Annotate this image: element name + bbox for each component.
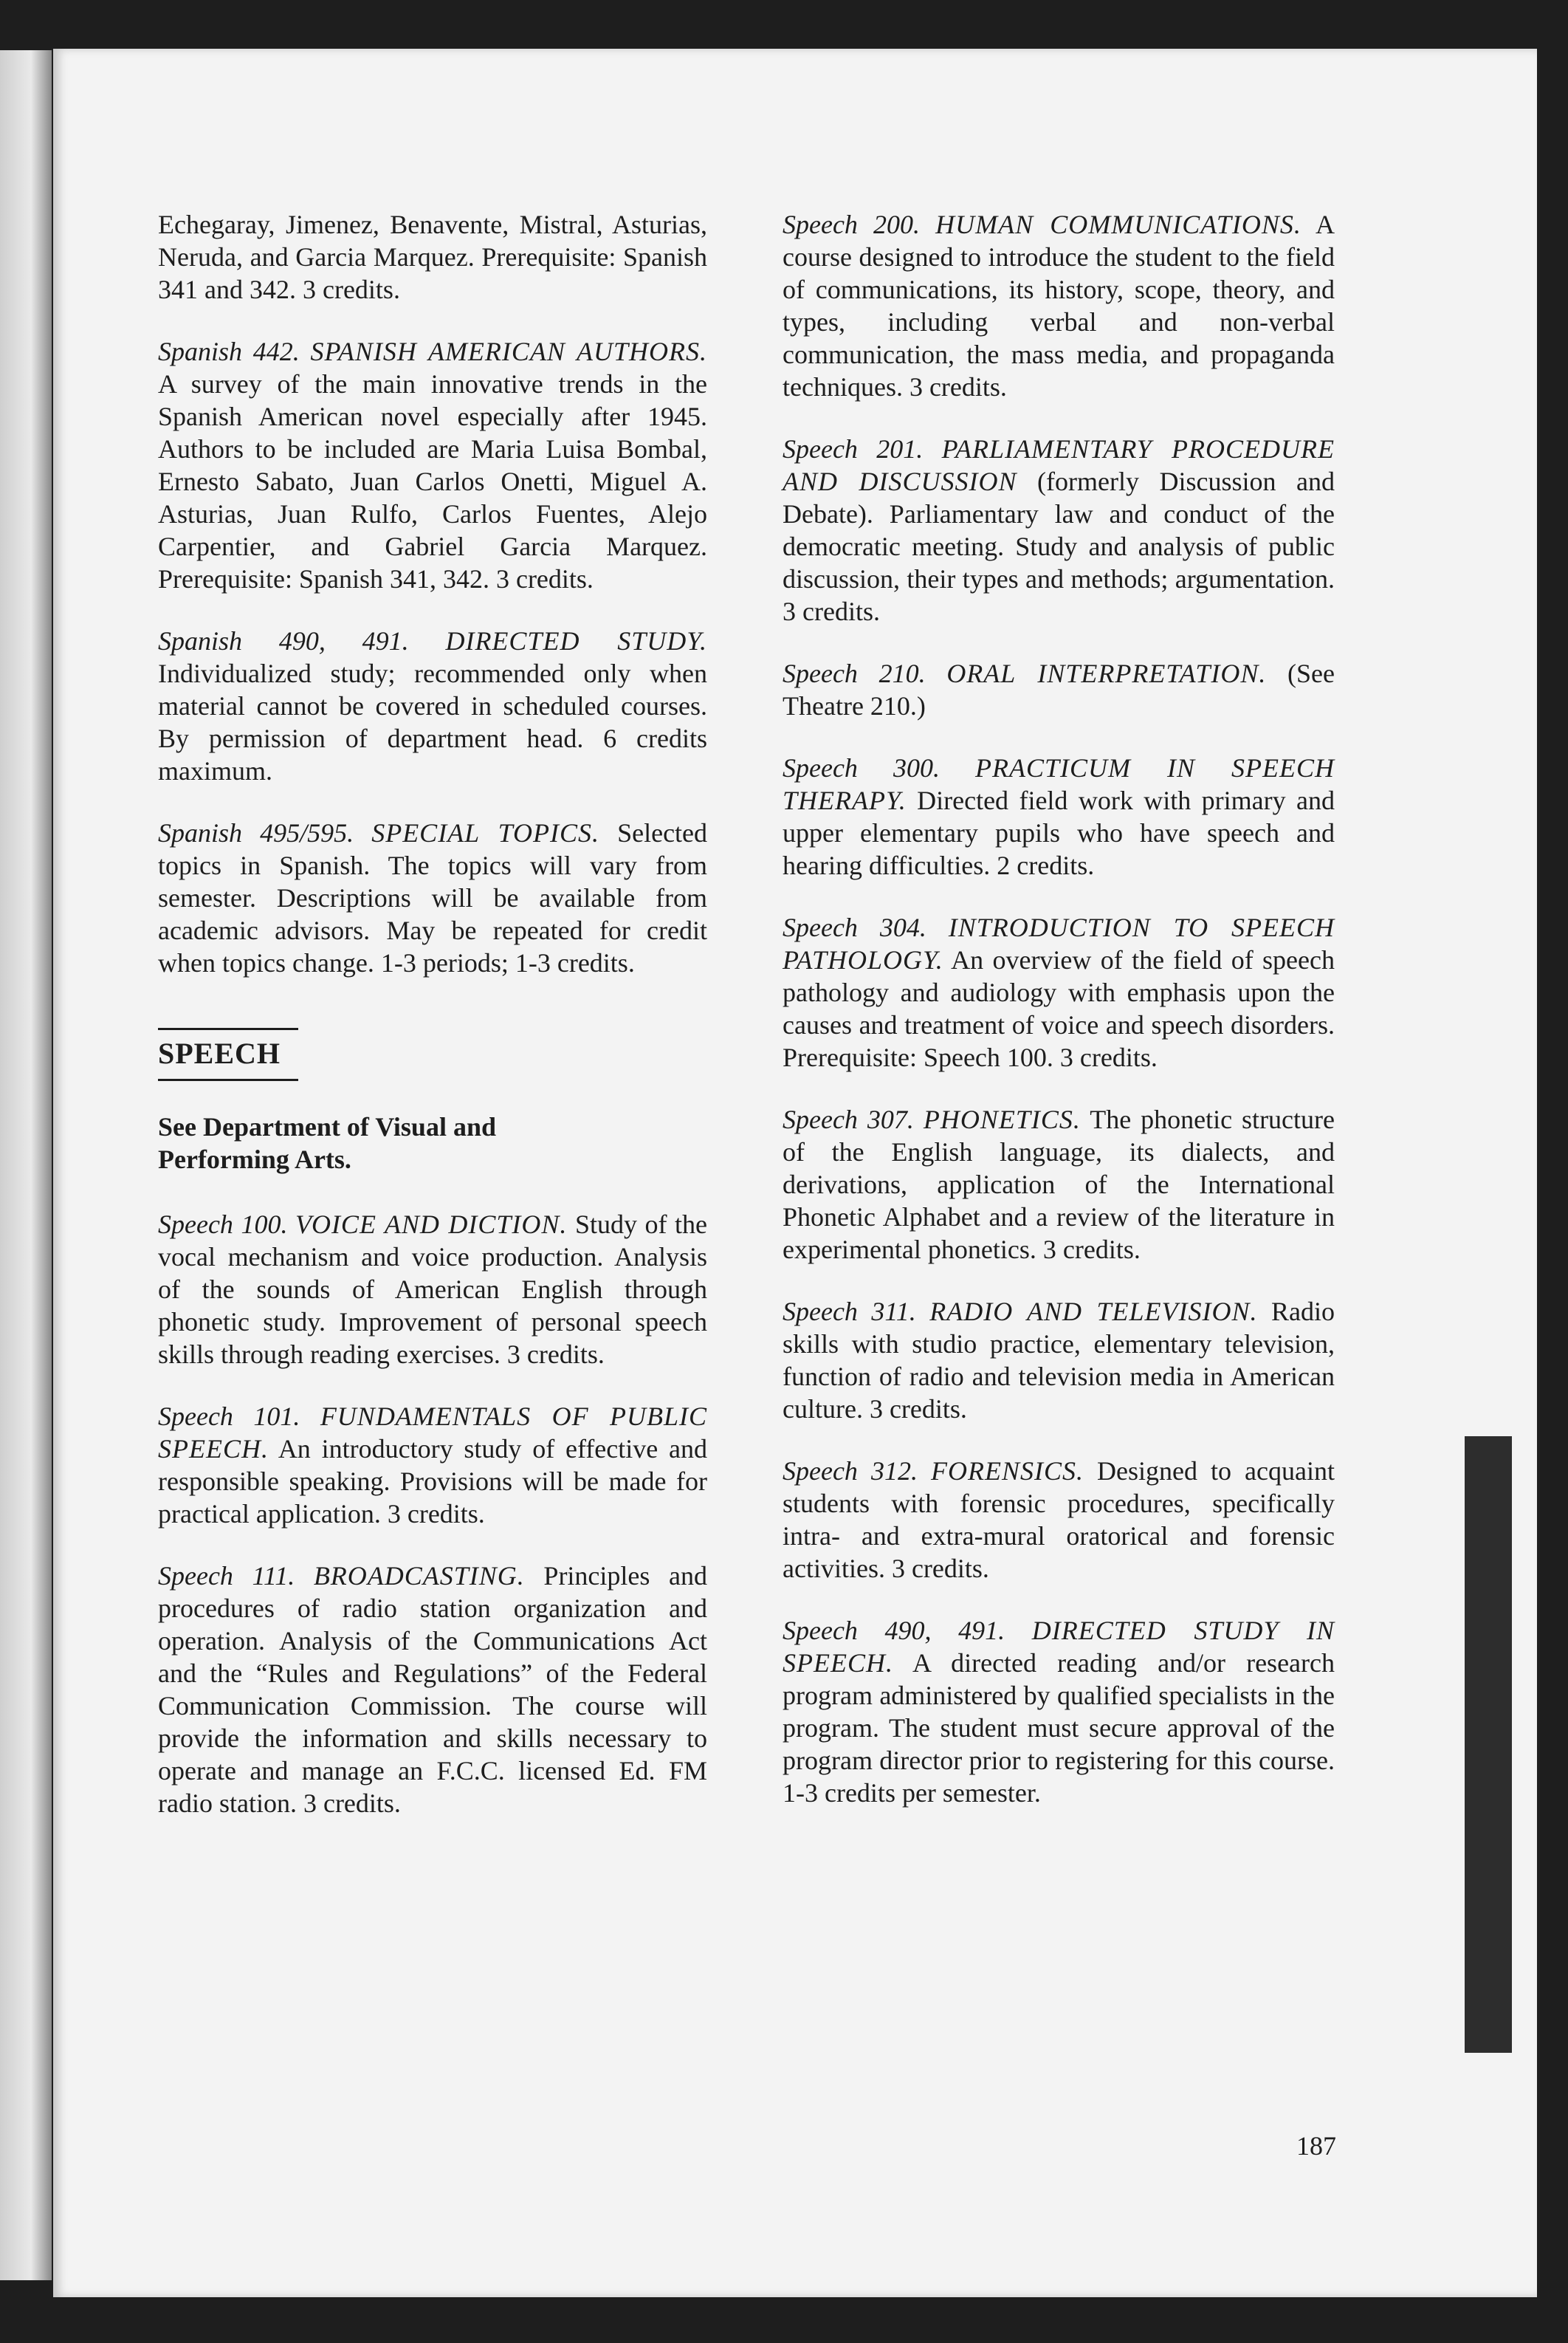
book-gutter [0, 50, 52, 2280]
course-title: BROADCASTING. [313, 1561, 525, 1591]
course-code: Speech 490, 491. [783, 1616, 1005, 1645]
section-heading: SPEECH [158, 1037, 281, 1070]
course-title: PHONETICS. [923, 1105, 1081, 1134]
course-entry [158, 1400, 707, 1530]
course-description: Principles and procedures of radio station organization and operation. Analysis of the Communications Act and the “Rules and Regulations” of the Federal Communication Commission. The course will provide the information and skills necessary to operate and manage an F.C.C. licensed Ed. FM radio station. 3 credits. [158, 1561, 707, 1818]
course-description: (See Theatre 210.) [783, 659, 1335, 721]
course-description: Study of the vocal mechanism and voice production. Analysis of the sounds of American English through phonetic study. Improvement of personal speech skills through reading exercises. 3 credits. [158, 1210, 708, 1369]
course-description: An overview of the field of speech pathology and audiology with emphasis upon the causes and treatment of voice and speech disorders. Prerequisite: Speech 100. 3 credits. [783, 945, 1335, 1072]
course-description: A course designed to introduce the student to the field of communications, its history, scope, theory, and types, including verbal and non-verbal communication, the mass media, and propaganda techniques. 3 credits. [783, 210, 1335, 402]
course-entry [783, 1455, 1335, 1585]
cross-reference-note: See Department of Visual and Performing Arts. [158, 1112, 496, 1174]
course-code: Speech 111. [158, 1561, 295, 1591]
course-code: Speech 201. [783, 434, 924, 464]
course-entry [783, 1295, 1335, 1425]
course-description: Individualized study; recommended only when material cannot be covered in scheduled courses. By permission of department head. 6 credits maximum. [158, 659, 707, 786]
course-entry [783, 208, 1335, 403]
course-entry [158, 1560, 707, 1819]
course-entry [783, 1103, 1335, 1266]
course-title: VOICE AND DICTION. [295, 1210, 568, 1239]
course-title: PARLIAMENTARY PROCEDURE AND DISCUSSION [783, 434, 1335, 496]
course-entry [783, 752, 1335, 882]
course-entry [158, 625, 707, 787]
course-code: Spanish 495/595. [158, 818, 354, 848]
course-code: Speech 210. [783, 659, 926, 688]
course-title: PRACTICUM IN SPEECH THERAPY. [783, 753, 1335, 815]
course-title: FUNDAMENTALS OF PUBLIC SPEECH. [158, 1402, 708, 1464]
course-description: (formerly Discussion and Debate). Parliamentary law and conduct of the democratic meeting. Study and analysis of public discussion, their types and methods; argumentation. 3 credits. [783, 467, 1335, 626]
course-description: A directed reading and/or research program administered by qualified specialists in the program. The student must secure approval of the program director prior to registering for this course. 1-3 credits per semester. [783, 1648, 1335, 1808]
course-entry [783, 657, 1335, 722]
course-entry [158, 208, 707, 306]
left-column [158, 208, 707, 1849]
course-title: FORENSICS. [931, 1456, 1084, 1486]
right-column [783, 208, 1335, 1839]
course-description: The phonetic structure of the English language, its dialects, and derivations, application of the International Phonetic Alphabet and a review of the literature in experimental phonetics. 3 credits. [783, 1105, 1335, 1264]
section-rule-top [158, 1028, 298, 1030]
course-code: Speech 312. [783, 1456, 918, 1486]
course-title: RADIO AND TELEVISION. [929, 1297, 1258, 1326]
course-code: Speech 200. [783, 210, 921, 239]
course-description: A survey of the main innovative trends in the Spanish American novel especially after 1945. Authors to be included are Maria Luisa Bombal, Ernesto Sabato, Juan Carlos Onetti, Miguel A. Asturias, Juan Rulfo, Carlos Fuentes, Alejo Carpentier, and Gabriel Garcia Marquez. Prerequisite: Spanish 341, 342. 3 credits. [158, 369, 707, 594]
course-title: ORAL INTERPRETATION. [946, 659, 1267, 688]
course-title: SPANISH AMERICAN AUTHORS. [310, 337, 708, 366]
course-code: Spanish 490, 491. [158, 626, 409, 656]
course-code: Speech 300. [783, 753, 940, 783]
course-title: SPECIAL TOPICS. [371, 818, 599, 848]
course-entry [783, 911, 1335, 1074]
course-code: Speech 307. [783, 1105, 914, 1134]
course-code: Speech 304. [783, 913, 926, 942]
thumb-index-tab [1465, 1436, 1512, 2053]
course-description: An introductory study of effective and responsible speaking. Provisions will be made for practical application. 3 credits. [158, 1434, 708, 1529]
course-code: Speech 101. [158, 1402, 300, 1431]
course-code: Spanish 442. [158, 337, 300, 366]
course-entry [783, 433, 1335, 628]
page-number: 187 [1296, 2131, 1336, 2161]
course-entry [158, 817, 707, 979]
course-description: Echegaray, Jimenez, Benavente, Mistral, Asturias, Neruda, and Garcia Marquez. Prerequisite: Spanish 341 and 342. 3 credits. [158, 210, 707, 304]
course-title: DIRECTED STUDY IN SPEECH. [783, 1616, 1335, 1678]
section-rule-bottom [158, 1079, 298, 1081]
course-code: Speech 311. [783, 1297, 916, 1326]
course-code: Speech 100. [158, 1210, 288, 1239]
course-description: Selected topics in Spanish. The topics will vary from semester. Descriptions will be available from academic advisors. May be repeated for credit when topics change. 1-3 periods; 1-3 credits. [158, 818, 708, 978]
course-entry [158, 335, 707, 595]
course-title: DIRECTED STUDY. [445, 626, 707, 656]
course-description: Directed field work with primary and upper elementary pupils who have speech and hearing difficulties. 2 credits. [783, 786, 1335, 880]
course-entry [158, 1208, 707, 1371]
course-description: Designed to acquaint students with forensic procedures, specifically intra- and extra-mural oratorical and forensic activities. 3 credits. [783, 1456, 1335, 1583]
course-description: Radio skills with studio practice, elementary television, function of radio and television media in American culture. 3 credits. [783, 1297, 1335, 1424]
course-title: HUMAN COMMUNICATIONS. [935, 210, 1301, 239]
course-title: INTRODUCTION TO SPEECH PATHOLOGY. [783, 913, 1335, 975]
course-entry [783, 1614, 1335, 1809]
